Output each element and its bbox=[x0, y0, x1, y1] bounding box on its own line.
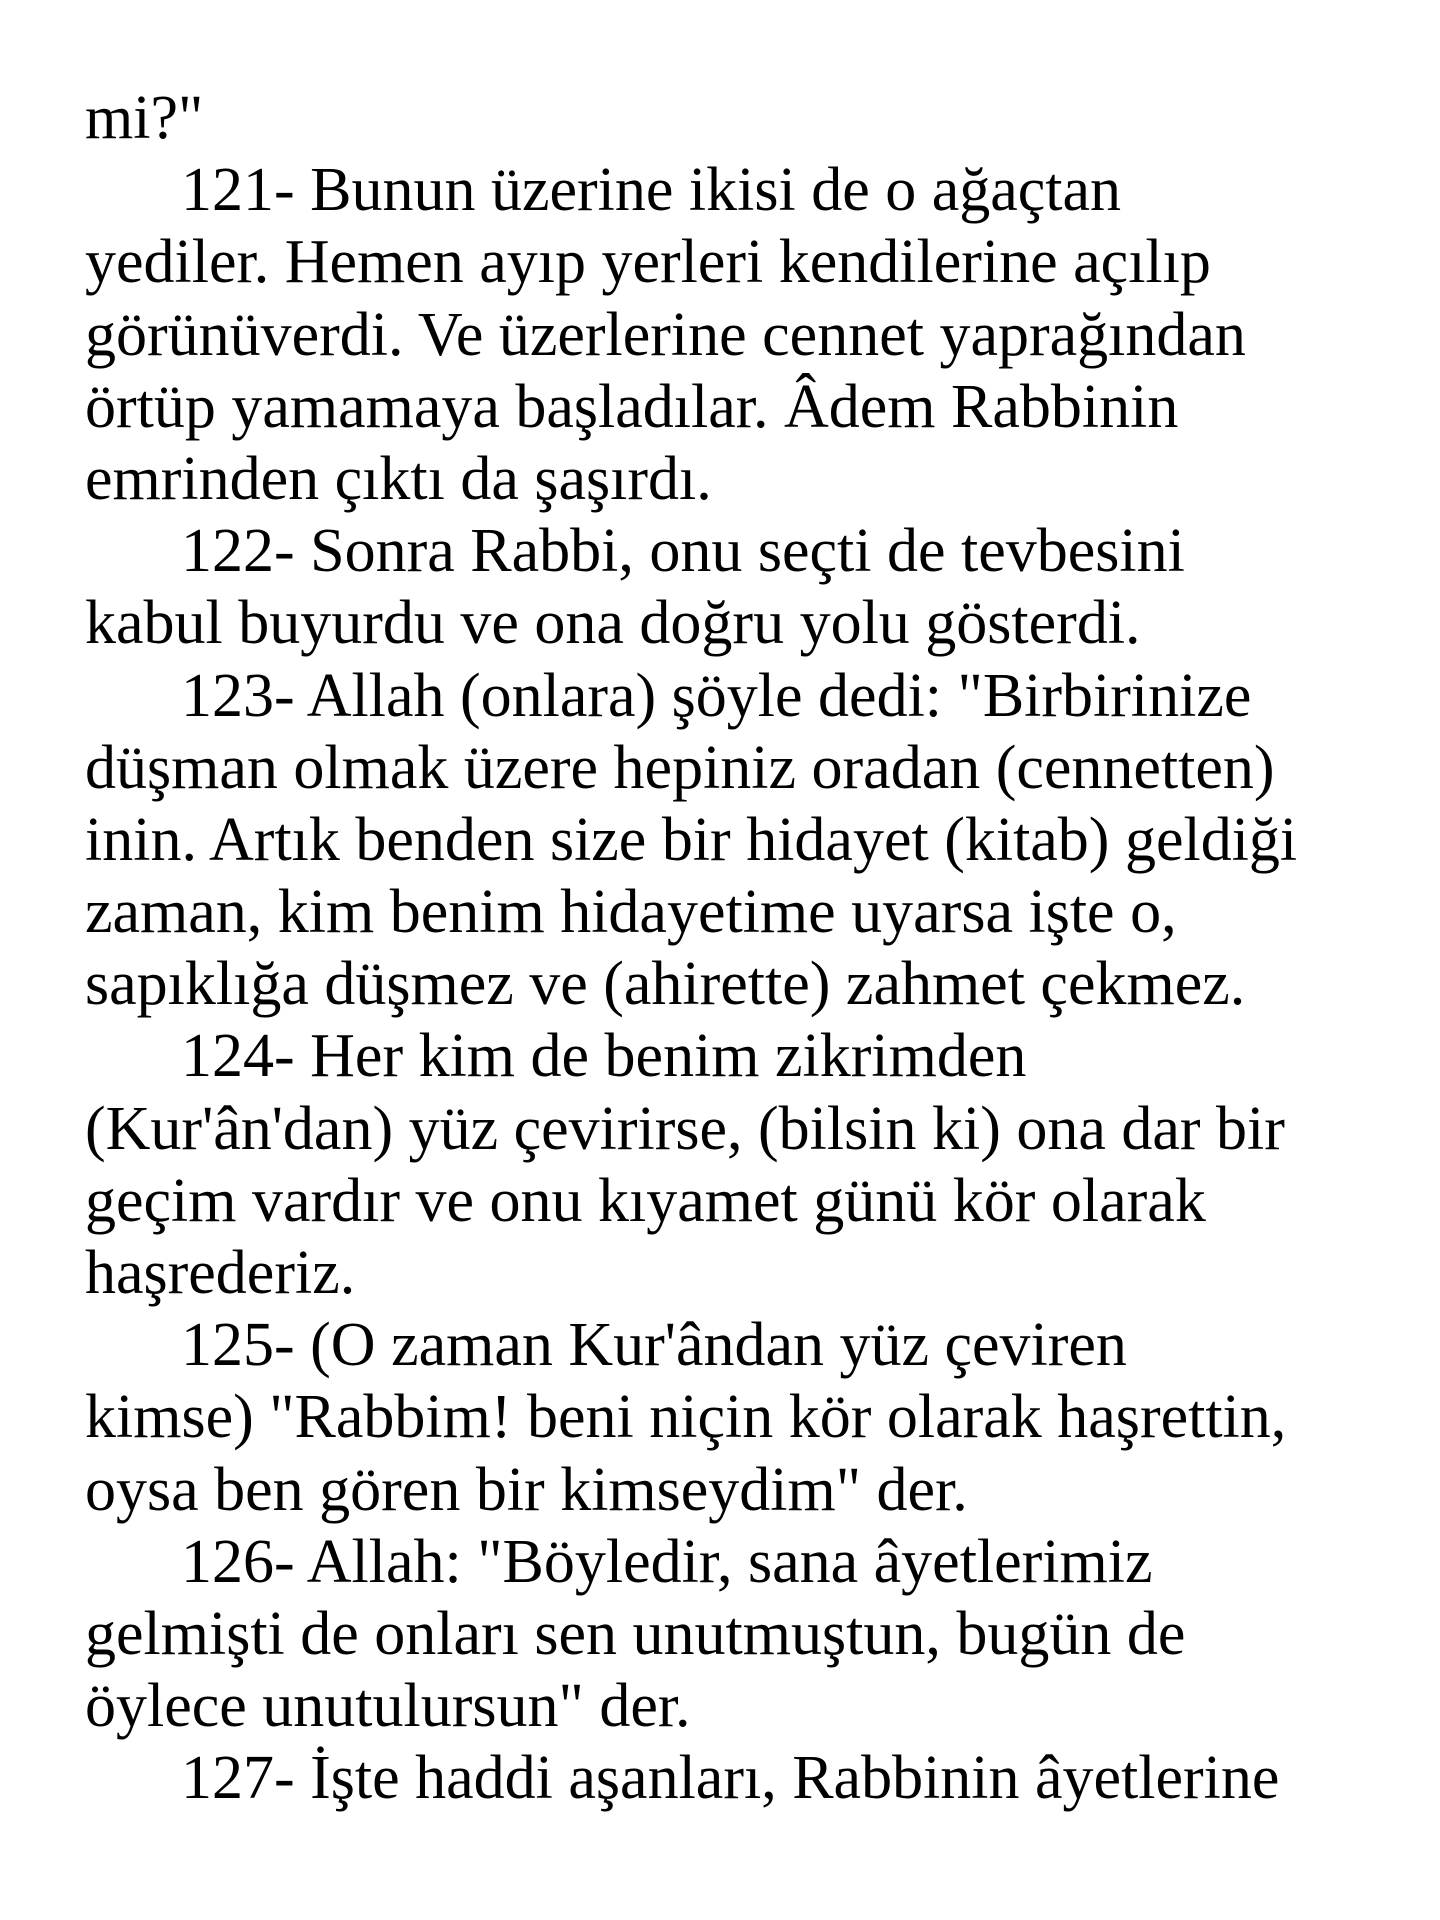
verse-127-start: 127- İşte haddi aşanları, Rabbinin âyetlerine bbox=[181, 1744, 1280, 1813]
text-line: sapıklığa düşmez ve (ahirette) zahmet çekmez. bbox=[85, 950, 1246, 1019]
text-line: görünüverdi. Ve üzerlerine cennet yaprağından bbox=[85, 300, 1246, 369]
text-line: geçim vardır ve onu kıyamet günü kör olarak bbox=[85, 1166, 1206, 1235]
text-line: yediler. Hemen ayıp yerleri kendilerine açılıp bbox=[85, 228, 1211, 297]
verse-125-start: 125- (O zaman Kur'ândan yüz çeviren bbox=[181, 1311, 1127, 1380]
text-line: örtüp yamamaya başladılar. Âdem Rabbinin bbox=[85, 372, 1179, 441]
verse-text-block bbox=[85, 82, 1375, 1815]
verse-126-start: 126- Allah: "Böyledir, sana âyetlerimiz bbox=[181, 1527, 1153, 1596]
text-line: inin. Artık benden size bir hidayet (kitab) geldiği bbox=[85, 805, 1298, 874]
text-line: kabul buyurdu ve ona doğru yolu gösterdi. bbox=[85, 589, 1141, 658]
text-line: kimse) "Rabbim! beni niçin kör olarak haşrettin, bbox=[85, 1383, 1287, 1452]
verse-121-start: 121- Bunun üzerine ikisi de o ağaçtan bbox=[181, 156, 1122, 225]
text-line: düşman olmak üzere hepiniz oradan (cennetten) bbox=[85, 733, 1275, 802]
text-line: (Kur'ân'dan) yüz çevirirse, (bilsin ki) ona dar bir bbox=[85, 1094, 1285, 1163]
text-line: öylece unutulursun" der. bbox=[85, 1672, 691, 1741]
text-line: mi?" bbox=[85, 84, 204, 152]
verse-124-start: 124- Her kim de benim zikrimden bbox=[181, 1022, 1027, 1091]
text-line: emrinden çıktı da şaşırdı. bbox=[85, 444, 712, 513]
text-line: zaman, kim benim hidayetime uyarsa işte o, bbox=[85, 878, 1177, 947]
text-line: gelmişti de onları sen unutmuştun, bugün de bbox=[85, 1599, 1186, 1668]
verse-123-start: 123- Allah (onlara) şöyle dedi: "Birbirinize bbox=[181, 661, 1252, 730]
verse-122-start: 122- Sonra Rabbi, onu seçti de tevbesini bbox=[181, 517, 1185, 586]
text-line: haşrederiz. bbox=[85, 1239, 356, 1307]
text-line: oysa ben gören bir kimseydim" der. bbox=[85, 1455, 968, 1524]
